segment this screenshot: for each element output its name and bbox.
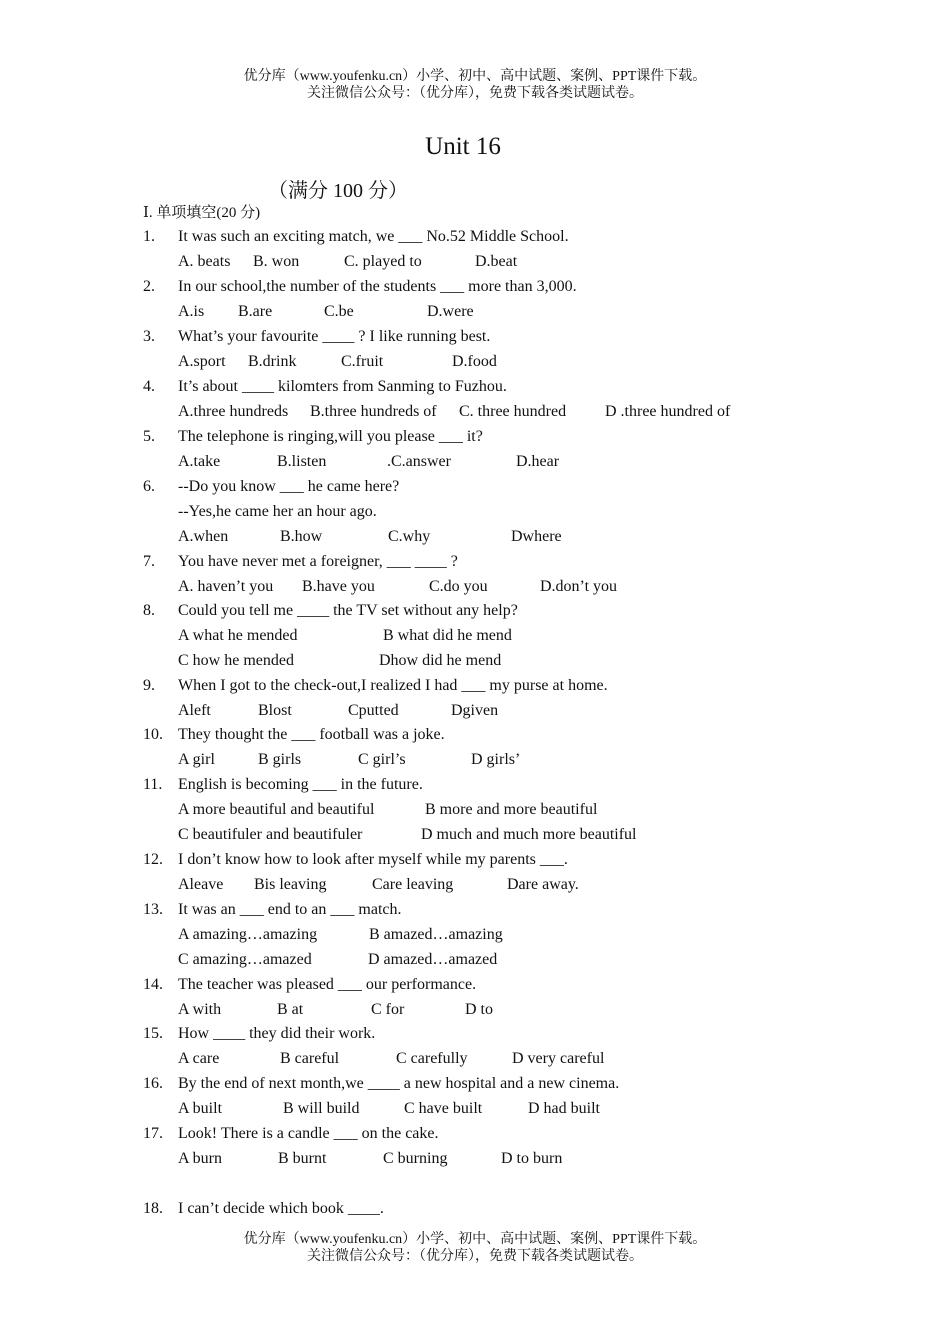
answer-option: A.when xyxy=(178,528,229,545)
answer-option: .C.answer xyxy=(387,453,451,470)
answer-option: C beautifuler and beautifuler xyxy=(178,826,363,843)
answer-option: Dgiven xyxy=(451,702,499,719)
footer-line-1: 优分库（www.youfenku.cn）小学、初中、高中试题、案例、PPT课件下载。 xyxy=(243,1232,707,1247)
answer-option: B careful xyxy=(280,1050,340,1067)
answer-option: C girl’s xyxy=(358,751,406,768)
answer-option: Blost xyxy=(258,702,292,719)
answer-option: C have built xyxy=(404,1100,483,1117)
answer-option: B more and more beautiful xyxy=(425,801,598,818)
answer-option: D.were xyxy=(427,303,474,320)
question-text: I don’t know how to look after myself while my parents ___. xyxy=(178,851,568,868)
header-line-2: 关注微信公众号：（优分库），免费下载各类试题试卷。 xyxy=(307,86,643,101)
answer-option: B. won xyxy=(253,253,300,270)
answer-option: Cputted xyxy=(348,702,399,719)
answer-option: C carefully xyxy=(396,1050,468,1067)
answer-option: B.drink xyxy=(248,353,297,370)
answer-option: C burning xyxy=(383,1150,448,1167)
question-text-line-2: --Yes,he came her an hour ago. xyxy=(178,503,377,520)
answer-option: D to xyxy=(465,1001,493,1018)
answer-option: C.why xyxy=(388,528,431,545)
question-text: Look! There is a candle ___ on the cake. xyxy=(178,1125,439,1142)
answer-option: B.are xyxy=(238,303,273,320)
answer-option: A burn xyxy=(178,1150,222,1167)
question-text: I can’t decide which book ____. xyxy=(178,1200,384,1217)
answer-option: D.food xyxy=(452,353,497,370)
question-text: You have never met a foreigner, ___ ____ ? xyxy=(178,553,458,570)
answer-option: B at xyxy=(277,1001,304,1018)
question-number: 1. xyxy=(143,228,155,245)
answer-option: Aleave xyxy=(178,876,224,893)
question-text: The teacher was pleased ___ our performance. xyxy=(178,976,477,993)
full-score: （满分 100 分） xyxy=(268,180,408,202)
answer-option: B amazed…amazing xyxy=(369,926,503,943)
answer-option: D.hear xyxy=(516,453,560,470)
question-number: 7. xyxy=(143,553,155,570)
answer-option: C.be xyxy=(324,303,354,320)
answer-option: A. haven’t you xyxy=(178,578,274,595)
answer-option: B burnt xyxy=(278,1150,327,1167)
question-text: English is becoming ___ in the future. xyxy=(178,776,423,793)
answer-option: C. played to xyxy=(344,253,422,270)
answer-option: A.three hundreds xyxy=(178,403,289,420)
answer-option: D amazed…amazed xyxy=(368,951,498,968)
answer-option: A. beats xyxy=(178,253,231,270)
answer-option: B girls xyxy=(258,751,302,768)
page-header xyxy=(0,68,950,102)
answer-option: A amazing…amazing xyxy=(178,926,318,943)
answer-option: B.three hundreds of xyxy=(310,403,437,420)
answer-option: D.beat xyxy=(475,253,518,270)
question-text: How ____ they did their work. xyxy=(178,1025,376,1042)
question-number: 10. xyxy=(143,726,163,743)
answer-option: D .three hundred of xyxy=(605,403,731,420)
answer-option: A built xyxy=(178,1100,223,1117)
answer-option: A.is xyxy=(178,303,205,320)
question-text: In our school,the number of the students ___ more than 3,000. xyxy=(178,278,577,295)
footer-line-2: 关注微信公众号：（优分库），免费下载各类试题试卷。 xyxy=(307,1249,643,1264)
question-number: 18. xyxy=(143,1200,163,1217)
answer-option: A.sport xyxy=(178,353,226,370)
answer-option: C how he mended xyxy=(178,652,294,669)
answer-option: Aleft xyxy=(178,702,211,719)
question-number: 15. xyxy=(143,1025,163,1042)
answer-option: C for xyxy=(371,1001,405,1018)
question-number: 12. xyxy=(143,851,163,868)
question-text: By the end of next month,we ____ a new hospital and a new cinema. xyxy=(178,1075,620,1092)
answer-option: D had built xyxy=(528,1100,600,1117)
page-title: Unit 16 xyxy=(425,133,501,160)
answer-option: C. three hundred xyxy=(459,403,567,420)
answer-option: Care leaving xyxy=(372,876,454,893)
answer-option: B will build xyxy=(283,1100,360,1117)
question-text: It’s about ____ kilomters from Sanming to Fuzhou. xyxy=(178,378,507,395)
answer-option: Dare away. xyxy=(507,876,579,893)
question-number: 4. xyxy=(143,378,155,395)
question-number: 6. xyxy=(143,478,155,495)
question-number: 16. xyxy=(143,1075,163,1092)
answer-option: A more beautiful and beautiful xyxy=(178,801,375,818)
answer-option: D to burn xyxy=(501,1150,563,1167)
section-heading: Ⅰ. 单项填空(20 分) xyxy=(143,205,261,221)
answer-option: B.listen xyxy=(277,453,327,470)
answer-option: A girl xyxy=(178,751,215,768)
question-number: 8. xyxy=(143,602,155,619)
question-number: 17. xyxy=(143,1125,163,1142)
answer-option: B.how xyxy=(280,528,323,545)
question-text: When I got to the check-out,I realized I had ___ my purse at home. xyxy=(178,677,608,694)
answer-option: A.take xyxy=(178,453,221,470)
question-number: 2. xyxy=(143,278,155,295)
question-number: 11. xyxy=(143,776,163,793)
question-text: They thought the ___ football was a joke. xyxy=(178,726,445,743)
question-text: What’s your favourite ____ ? I like running best. xyxy=(178,328,491,345)
answer-option: Dhow did he mend xyxy=(379,652,502,669)
answer-option: A with xyxy=(178,1001,222,1018)
answer-option: C.do you xyxy=(429,578,488,595)
answer-option: Bis leaving xyxy=(254,876,327,893)
question-text: Could you tell me ____ the TV set without any help? xyxy=(178,602,518,619)
answer-option: D.don’t you xyxy=(540,578,618,595)
answer-option: C.fruit xyxy=(341,353,384,370)
question-number: 5. xyxy=(143,428,155,445)
question-number: 9. xyxy=(143,677,155,694)
question-number: 14. xyxy=(143,976,163,993)
question-text: --Do you know ___ he came here? xyxy=(178,478,400,495)
question-text: The telephone is ringing,will you please ___ it? xyxy=(178,428,483,445)
answer-option: D girls’ xyxy=(471,751,521,768)
answer-option: A care xyxy=(178,1050,220,1067)
answer-option: Dwhere xyxy=(511,528,562,545)
question-number: 13. xyxy=(143,901,163,918)
header-line-1: 优分库（www.youfenku.cn）小学、初中、高中试题、案例、PPT课件下载。 xyxy=(243,69,707,84)
answer-option: D very careful xyxy=(512,1050,605,1067)
question-number: 3. xyxy=(143,328,155,345)
answer-option: C amazing…amazed xyxy=(178,951,312,968)
question-text: It was such an exciting match, we ___ No.52 Middle School. xyxy=(178,228,569,245)
answer-option: A what he mended xyxy=(178,627,298,644)
question-text: It was an ___ end to an ___ match. xyxy=(178,901,402,918)
answer-option: B what did he mend xyxy=(383,627,512,644)
answer-option: D much and much more beautiful xyxy=(421,826,637,843)
page-footer xyxy=(0,1231,950,1265)
answer-option: B.have you xyxy=(302,578,375,595)
